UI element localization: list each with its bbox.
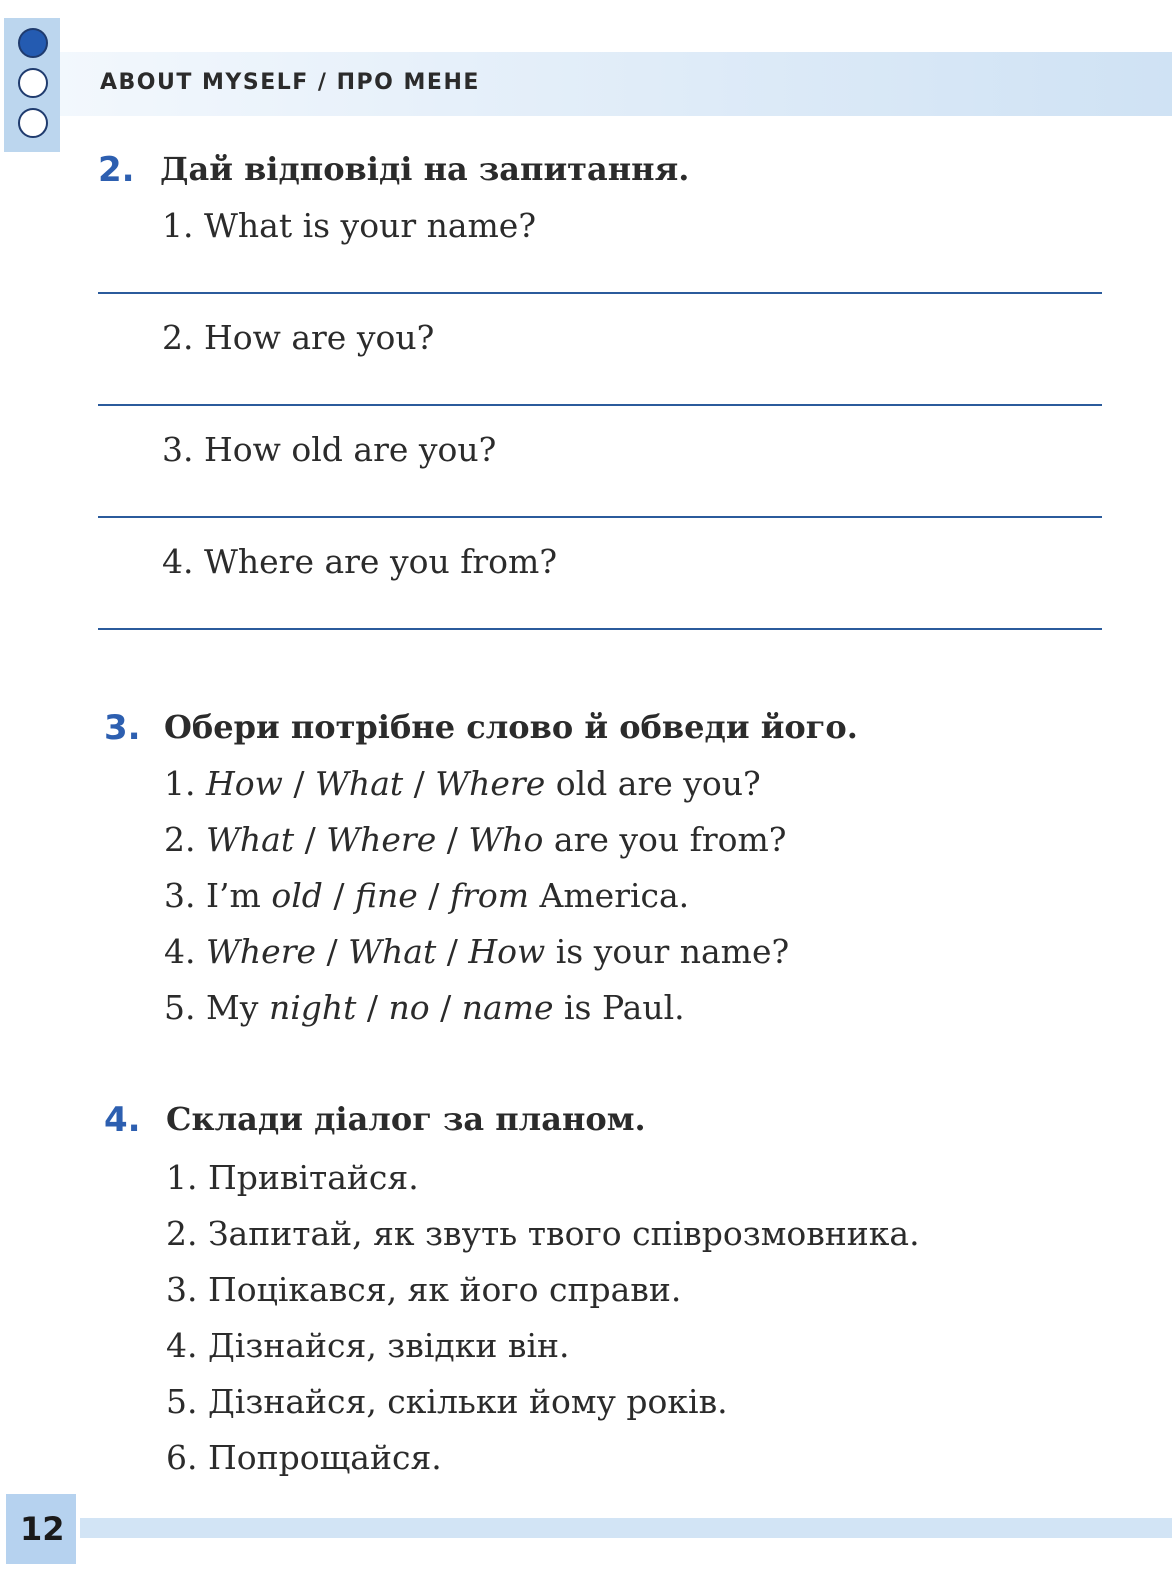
sentence-end: America. [539, 876, 690, 915]
level-dot-empty [18, 68, 48, 98]
task-4-step: 6. Попрощайся. [166, 1438, 442, 1477]
option-word[interactable]: Where [206, 932, 317, 971]
answer-line-4[interactable] [98, 628, 1102, 630]
option-word[interactable]: Where [435, 764, 546, 803]
option-word[interactable]: What [348, 932, 437, 971]
item-number: 5. [164, 988, 196, 1027]
task-4-title: Склади діалог за планом. [166, 1100, 646, 1138]
level-indicator [4, 18, 60, 152]
task-4-step: 4. Дізнайся, звідки він. [166, 1326, 570, 1365]
answer-line-1[interactable] [98, 292, 1102, 294]
level-dot-filled [18, 28, 48, 58]
sentence-start: I’m [206, 876, 261, 915]
task-2-number: 2. [98, 150, 135, 190]
option-word[interactable]: What [206, 820, 295, 859]
sentence-start: My [206, 988, 259, 1027]
section-title: ABOUT MYSELF / ПРО МЕНЕ [100, 70, 480, 95]
option-word[interactable]: What [315, 764, 404, 803]
option-word[interactable]: old [271, 876, 323, 915]
item-number: 3. [164, 876, 196, 915]
task-4-step: 5. Дізнайся, скільки йому років. [166, 1382, 728, 1421]
task-3-item: 5. My night / no / name is Paul. [164, 988, 685, 1027]
task-3-item: 4. Where / What / How is your name? [164, 932, 790, 971]
option-word[interactable]: no [388, 988, 430, 1027]
page-number: 12 [20, 1510, 65, 1548]
task-4-number: 4. [104, 1100, 141, 1140]
task-3-item: 2. What / Where / Who are you from? [164, 820, 787, 859]
option-word[interactable]: Who [468, 820, 544, 859]
task-2-title: Дай відповіді на запитання. [160, 150, 690, 188]
item-number: 4. [164, 932, 196, 971]
option-word[interactable]: night [268, 988, 357, 1027]
task-2-question: 3. How old are you? [162, 430, 497, 469]
option-word[interactable]: from [449, 876, 530, 915]
sentence-end: is Paul. [563, 988, 685, 1027]
footer-band [80, 1518, 1172, 1538]
option-word[interactable]: name [461, 988, 554, 1027]
task-3-number: 3. [104, 708, 141, 748]
task-4-step: 2. Запитай, як звуть твого співрозмовника. [166, 1214, 920, 1253]
level-dot-empty [18, 108, 48, 138]
task-4-step: 1. Привітайся. [166, 1158, 419, 1197]
task-2-question: 4. Where are you from? [162, 542, 558, 581]
option-word[interactable]: fine [354, 876, 418, 915]
option-word[interactable]: Where [326, 820, 437, 859]
sentence-end: are you from? [553, 820, 787, 859]
option-word[interactable]: How [468, 932, 546, 971]
item-number: 1. [164, 764, 196, 803]
task-2-question: 2. How are you? [162, 318, 435, 357]
task-2-question: 1. What is your name? [162, 206, 537, 245]
task-3-item: 1. How / What / Where old are you? [164, 764, 761, 803]
item-number: 2. [164, 820, 196, 859]
task-3-item: 3. I’m old / fine / from America. [164, 876, 690, 915]
option-word[interactable]: How [206, 764, 283, 803]
task-3-title: Обери потрібне слово й обведи його. [164, 708, 858, 746]
answer-line-3[interactable] [98, 516, 1102, 518]
sentence-end: is your name? [555, 932, 790, 971]
answer-line-2[interactable] [98, 404, 1102, 406]
task-4-step: 3. Поцікався, як його справи. [166, 1270, 682, 1309]
sentence-end: old are you? [555, 764, 761, 803]
